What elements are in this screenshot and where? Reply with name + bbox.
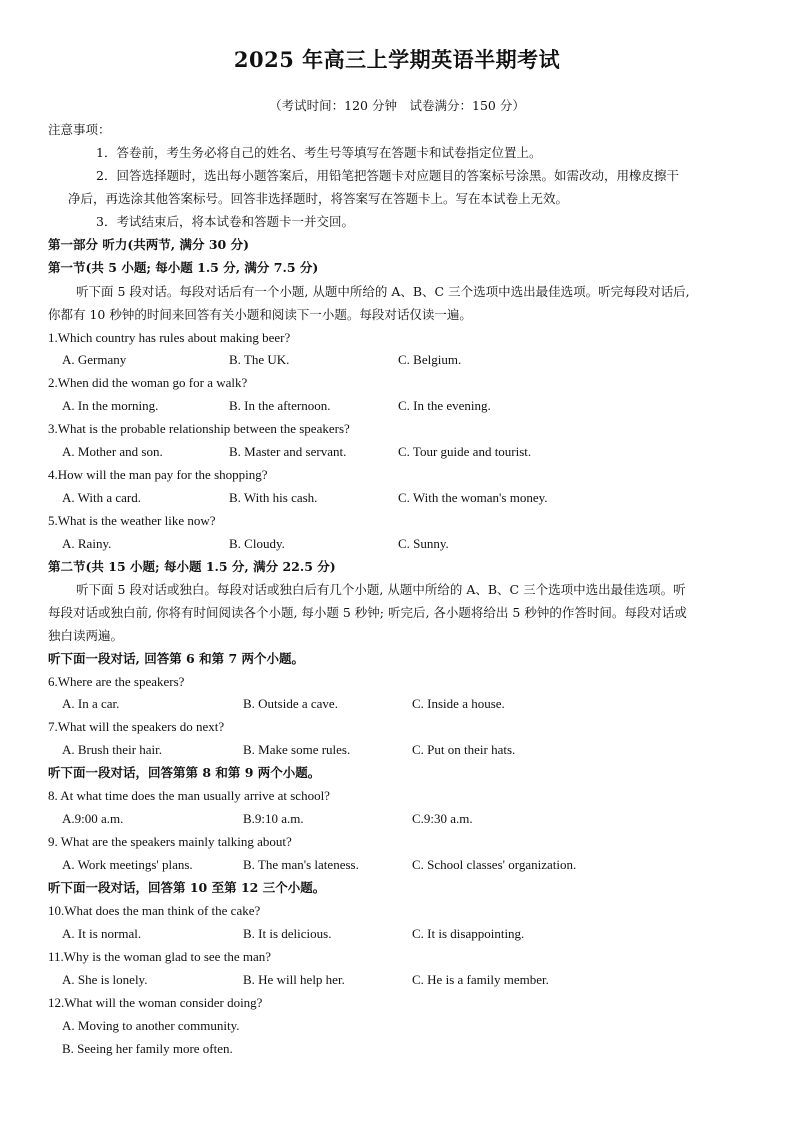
group-heading: 听下面一段对话, 回答第 6 和第 7 两个小题。: [48, 651, 305, 666]
question-text: 1.Which country has rules about making beer?: [48, 330, 291, 345]
section1-instruction-1: 听下面 5 段对话。每段对话后有一个小题, 从题中所给的 A、B、C 三个选项中选出最佳选项。听完每段对话后,: [76, 284, 690, 299]
question-text: 4.How will the man pay for the shopping?: [48, 467, 268, 482]
note-line-4: 3．考试结束后，将本试卷和答题卡一并交回。: [96, 214, 354, 229]
option-c: C. He is a family member.: [412, 972, 549, 987]
section1-heading: 第一节(共 5 小题; 每小题 1.5 分, 满分 7.5 分): [48, 260, 319, 275]
option-b: B. It is delicious.: [243, 926, 332, 941]
option-b: B. Cloudy.: [229, 536, 285, 551]
option-a: A. In the morning.: [62, 398, 159, 413]
option-a: A. Brush their hair.: [62, 742, 163, 757]
part1-heading: 第一部分 听力(共两节, 满分 30 分): [48, 237, 249, 252]
option-b: B. He will help her.: [243, 972, 345, 987]
option-a: A. It is normal.: [62, 926, 142, 941]
option-b: B. The man's lateness.: [243, 857, 359, 872]
option-a: A. She is lonely.: [62, 972, 148, 987]
option-c: C. With the woman's money.: [398, 490, 548, 505]
notes-heading: 注意事项：: [48, 122, 111, 137]
section2-instruction-2: 每段对话或独白前, 你将有时间阅读各个小题, 每小题 5 秒钟; 听完后, 各小题将给出 5 秒钟的作答时间。每段对话或: [48, 605, 687, 620]
option-b: B.9:10 a.m.: [243, 811, 304, 826]
option-a: A. Moving to another community.: [62, 1018, 240, 1033]
question-text: 3.What is the probable relationship between the speakers?: [48, 421, 350, 436]
question-text: 9. What are the speakers mainly talking about?: [48, 834, 292, 849]
question-text: 12.What will the woman consider doing?: [48, 995, 263, 1010]
option-b: B. Master and servant.: [229, 444, 347, 459]
exam-subtitle: （考试时间：120 分钟 试卷满分：150 分）: [269, 98, 525, 113]
group-heading: 听下面一段对话，回答第 10 至第 12 三个小题。: [48, 880, 326, 895]
option-a: A. Rainy.: [62, 536, 112, 551]
option-c: C. Inside a house.: [412, 696, 505, 711]
option-b: B. The UK.: [229, 352, 290, 367]
option-c: C.9:30 a.m.: [412, 811, 473, 826]
option-a: A.9:00 a.m.: [62, 811, 124, 826]
option-b: B. Make some rules.: [243, 742, 351, 757]
option-c: C. Belgium.: [398, 352, 462, 367]
option-b: B. In the afternoon.: [229, 398, 331, 413]
question-text: 11.Why is the woman glad to see the man?: [48, 949, 271, 964]
question-text: 2.When did the woman go for a walk?: [48, 375, 248, 390]
exam-title: 2025 年高三上学期英语半期考试: [233, 47, 561, 72]
option-a: A. With a card.: [62, 490, 142, 505]
note-line-2: 2．回答选择题时，选出每小题答案后，用铅笔把答题卡对应题目的答案标号涂黑。如需改动，用橡皮擦干: [96, 168, 679, 183]
option-b: B. Outside a cave.: [243, 696, 338, 711]
option-a: A. In a car.: [62, 696, 120, 711]
question-text: 5.What is the weather like now?: [48, 513, 216, 528]
option-c: C. It is disappointing.: [412, 926, 525, 941]
option-c: C. Sunny.: [398, 536, 449, 551]
section1-instruction-2: 你都有 10 秒钟的时间来回答有关小题和阅读下一小题。每段对话仅读一遍。: [48, 307, 472, 322]
question-text: 10.What does the man think of the cake?: [48, 903, 261, 918]
option-c: C. Put on their hats.: [412, 742, 516, 757]
section2-instruction-3: 独白读两遍。: [48, 628, 124, 643]
option-b: B. With his cash.: [229, 490, 318, 505]
option-b: B. Seeing her family more often.: [62, 1041, 233, 1056]
group-heading: 听下面一段对话，回答第第 8 和第 9 两个小题。: [48, 765, 321, 780]
option-c: C. School classes' organization.: [412, 857, 577, 872]
option-a: A. Mother and son.: [62, 444, 163, 459]
section2-instruction-1: 听下面 5 段对话或独白。每段对话或独白后有几个小题, 从题中所给的 A、B、C 三个选项中选出最佳选项。听: [76, 582, 686, 597]
note-line-1: 1．答卷前，考生务必将自己的姓名、考生号等填写在答题卡和试卷指定位置上。: [96, 145, 542, 160]
note-line-3: 净后，再选涂其他答案标号。回答非选择题时，将答案写在答题卡上。写在本试卷上无效。: [68, 191, 569, 206]
question-text: 8. At what time does the man usually arrive at school?: [48, 788, 330, 803]
option-c: C. Tour guide and tourist.: [398, 444, 532, 459]
option-a: A. Germany: [62, 352, 127, 367]
question-text: 6.Where are the speakers?: [48, 674, 185, 689]
question-text: 7.What will the speakers do next?: [48, 719, 225, 734]
section2-heading: 第二节(共 15 小题; 每小题 1.5 分, 满分 22.5 分): [48, 559, 336, 574]
option-a: A. Work meetings' plans.: [62, 857, 193, 872]
option-c: C. In the evening.: [398, 398, 491, 413]
